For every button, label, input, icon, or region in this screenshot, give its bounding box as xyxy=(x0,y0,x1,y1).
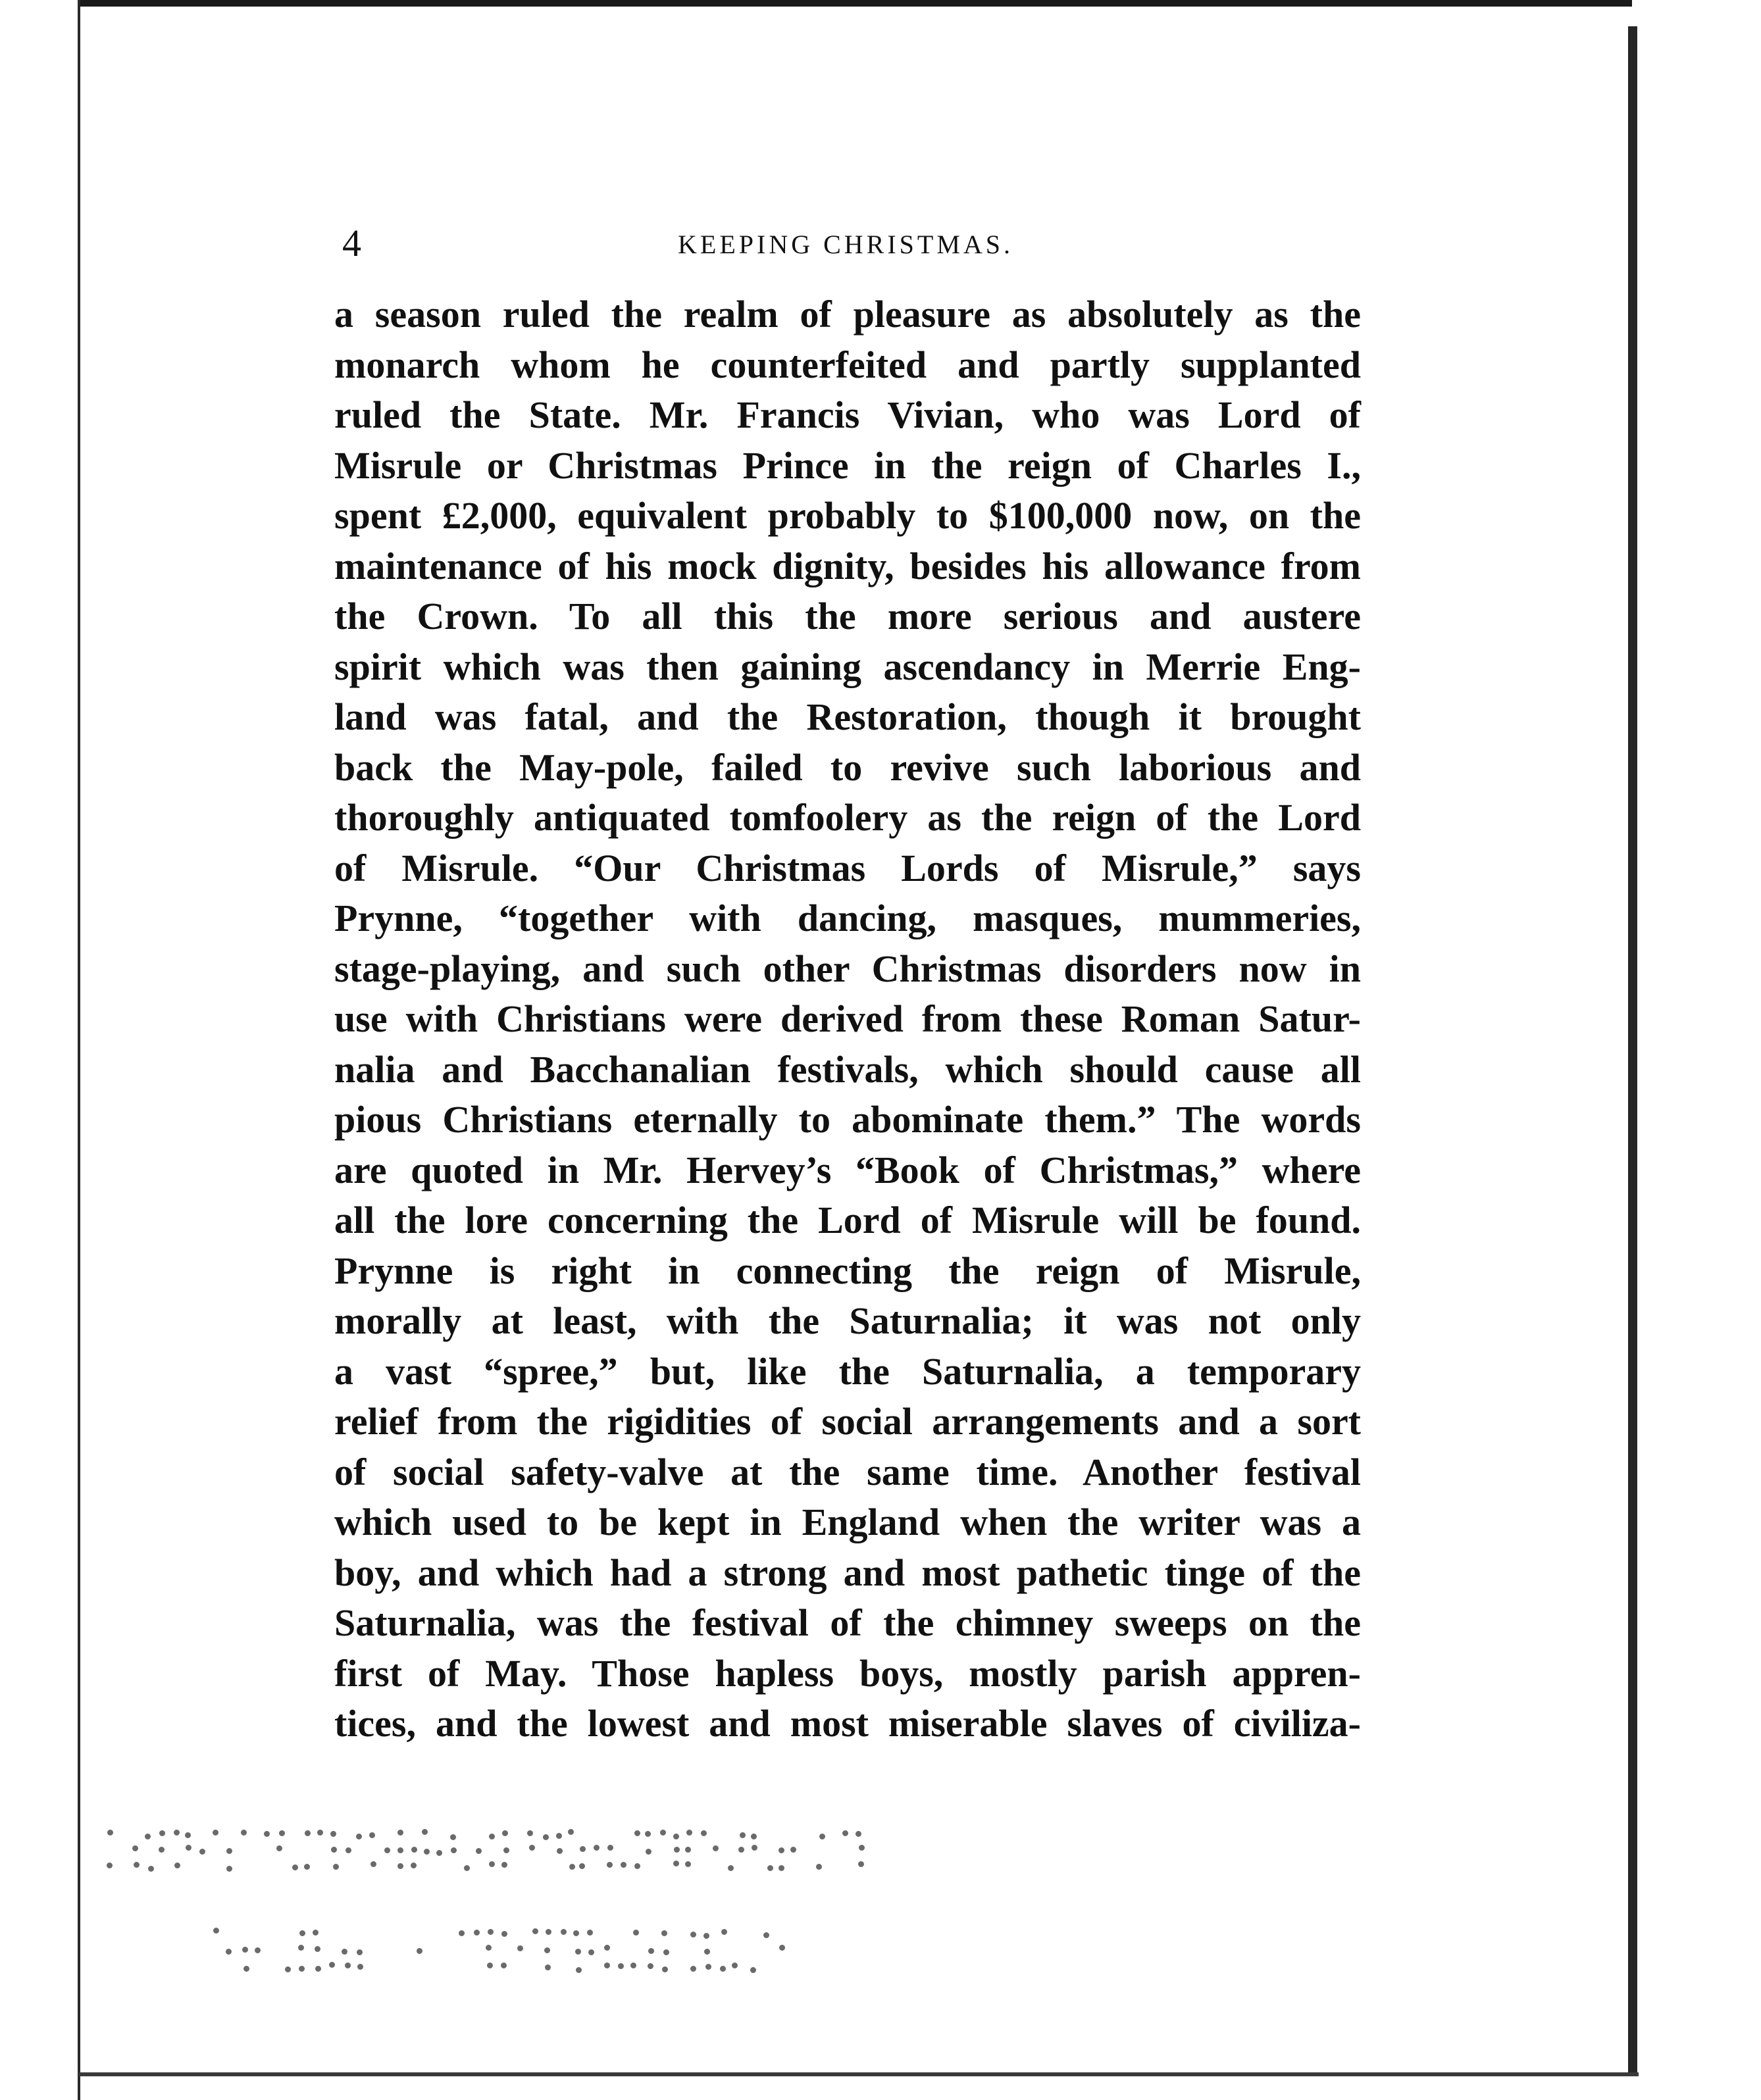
perforation-dot xyxy=(450,1834,456,1840)
text-line: spent £2,000, equivalent probably to $100,000 now, on the xyxy=(334,494,1361,537)
perforation-dot xyxy=(333,1864,339,1870)
text-line: morally at least, with the Saturnalia; it was not only xyxy=(334,1299,1361,1342)
scan-edge-right xyxy=(1628,26,1637,2072)
perforation-dot xyxy=(357,1949,363,1955)
perforation-dot xyxy=(487,1963,493,1968)
perforation-dot xyxy=(561,1929,567,1935)
page-header xyxy=(342,217,1369,270)
perforation-dot xyxy=(330,1831,336,1837)
perforation-dot xyxy=(241,1830,247,1836)
perforation-dot xyxy=(174,1830,180,1836)
perforation-dot xyxy=(855,1831,861,1837)
text-line: ruled the State. Mr. Francis Vivian, who was Lord of xyxy=(334,393,1361,436)
perforation-dot xyxy=(604,1963,610,1968)
perforation-dot xyxy=(527,1830,533,1836)
perforation-dot xyxy=(607,1845,613,1851)
perforation-dot xyxy=(305,1830,311,1836)
text-line: relief from the rigidities of social arrangements and a sort xyxy=(334,1400,1361,1443)
perforation-dot xyxy=(501,1931,507,1937)
perforation-dot xyxy=(752,1845,757,1851)
perforation-dot xyxy=(299,1930,305,1936)
perforation-dot xyxy=(186,1845,191,1851)
perforation-dot xyxy=(618,1963,624,1969)
perforation-dot xyxy=(532,1928,538,1934)
text-line: monarch whom he counterfeited and partly supplanted xyxy=(334,343,1361,386)
perforation-dot xyxy=(859,1845,865,1851)
perforation-dot xyxy=(397,1847,403,1853)
perforation-dot xyxy=(292,1864,298,1870)
text-line: pious Christians eternally to abominate them.” The words xyxy=(334,1098,1361,1141)
perforation-dot xyxy=(345,1963,351,1968)
perforation-dot xyxy=(704,1949,710,1955)
text-line: thoroughly antiquated tomfoolery as the reign of the Lord xyxy=(334,796,1361,839)
perforation-dot xyxy=(720,1966,726,1972)
perforation-dot xyxy=(674,1847,680,1853)
perforation-dot xyxy=(750,1967,756,1973)
perforation-dot xyxy=(411,1847,417,1853)
perforation-dot xyxy=(107,1830,113,1836)
perforation-dot xyxy=(502,1830,508,1836)
perforation-dot xyxy=(732,1963,738,1968)
perforation-dot xyxy=(417,1948,422,1954)
text-line: maintenance of his mock dignity, besides his allowance from xyxy=(334,544,1361,588)
perforation-dot xyxy=(501,1963,507,1968)
text-line: boy, and which had a strong and most pathetic tinge of the xyxy=(334,1551,1361,1594)
perforation-dot xyxy=(557,1848,563,1854)
perforation-dot xyxy=(529,1845,535,1851)
text-line: tices, and the lowest and most miserable slaves of civiliza- xyxy=(334,1702,1361,1745)
perforation-dot xyxy=(721,1929,727,1935)
perforation-dot xyxy=(397,1830,403,1836)
perforation-dot xyxy=(357,1964,363,1970)
perforation-dot xyxy=(701,1830,707,1836)
text-line: stage-playing, and such other Christmas disorders now in xyxy=(334,947,1361,990)
perforation-dot xyxy=(740,1832,746,1838)
perforation-dot xyxy=(686,1830,692,1836)
perforation-dot xyxy=(422,1829,428,1835)
perforation-dot xyxy=(660,1830,666,1836)
text-line: land was fatal, and the Restoration, though it brought xyxy=(334,695,1361,738)
perforation-dot xyxy=(226,1949,232,1955)
perforation-dot xyxy=(476,1848,482,1854)
text-line: back the May-pole, failed to revive such laborious and xyxy=(334,745,1361,789)
text-line: the Crown. To all this the more serious and austere xyxy=(334,595,1361,638)
perforation-dot xyxy=(148,1866,154,1872)
page-number: 4 xyxy=(342,222,361,264)
scan-edge-bottom xyxy=(79,2072,1639,2076)
scan-edge-left xyxy=(78,0,80,2100)
text-line: a season ruled the realm of pleasure as absolutely as the xyxy=(334,293,1361,336)
perforation-dot xyxy=(145,1834,151,1839)
text-line: which used to be kept in England when the writer was a xyxy=(334,1501,1361,1543)
text-line: are quoted in Mr. Hervey’s “Book of Christmas,” where xyxy=(334,1148,1361,1191)
perforation-dot xyxy=(588,1949,594,1955)
perforation-dot xyxy=(858,1861,864,1867)
perforation-dot xyxy=(107,1863,113,1868)
perforation-dot xyxy=(673,1861,679,1866)
text-line: spirit which was then gaining ascendancy in Merrie Eng- xyxy=(334,645,1361,688)
perforation-dot xyxy=(242,1947,248,1953)
perforation-dot xyxy=(503,1847,509,1853)
perforation-dot xyxy=(345,1847,351,1853)
text-line: a vast “spree,” but, like the Saturnalia, a temporary xyxy=(334,1349,1361,1393)
perforation-dot xyxy=(370,1861,376,1867)
perforation-dot xyxy=(778,1847,784,1853)
perforation-dot xyxy=(621,1862,626,1868)
text-line: all the lore concerning the Lord of Misrule will be found. xyxy=(334,1199,1361,1241)
perforation-dot xyxy=(331,1847,337,1853)
perforation-dot xyxy=(594,1845,600,1851)
perforation-dot xyxy=(728,1865,734,1871)
perforation-dot xyxy=(685,1861,691,1867)
perforation-dot xyxy=(543,1834,549,1840)
perforation-dot xyxy=(779,1945,785,1951)
text-line: Misrule or Christmas Prince in the reign of Charles I., xyxy=(334,443,1361,487)
text-line: of Misrule. “Our Christmas Lords of Misrule,” says xyxy=(334,846,1361,889)
perforation-dot xyxy=(397,1863,403,1869)
perforation-dot xyxy=(315,1946,320,1952)
perforation-dot xyxy=(451,1847,457,1853)
perforation-dot xyxy=(690,1932,696,1938)
perforation-dot xyxy=(185,1832,191,1838)
perforation-dot xyxy=(790,1847,796,1853)
perforation-dot xyxy=(264,1831,270,1837)
perforation-dot xyxy=(673,1834,679,1839)
perforation-dot xyxy=(489,1861,495,1867)
perforation-dot xyxy=(576,1967,582,1973)
perforation-dot xyxy=(501,1862,507,1868)
perforation-dot xyxy=(646,1849,651,1855)
perforation-dot xyxy=(568,1829,574,1835)
perforation-dot xyxy=(544,1947,550,1953)
perforation-dot xyxy=(285,1966,291,1972)
perforation-dot xyxy=(685,1847,691,1853)
perforation-dot xyxy=(738,1847,744,1853)
perforation-dot xyxy=(489,1834,495,1839)
perforation-dot xyxy=(159,1847,165,1853)
text-line: nalia and Bacchanalian festivals, which should cause all xyxy=(334,1047,1361,1091)
running-head: KEEPING CHRISTMAS. xyxy=(678,230,1014,259)
scan-margin-right xyxy=(1685,0,1761,2100)
perforation-dot xyxy=(556,1833,562,1839)
perforation-dot xyxy=(819,1834,825,1839)
perforation-dot xyxy=(342,1949,347,1955)
perforation-dot xyxy=(317,1830,323,1836)
perforation-dot xyxy=(607,1862,613,1868)
perforation-dot xyxy=(279,1830,285,1836)
perforation-dot xyxy=(298,1945,304,1951)
perforation-dot xyxy=(546,1929,551,1935)
perforation-dot xyxy=(304,1864,310,1870)
perforation-dot xyxy=(213,1928,219,1934)
text-line: Prynne is right in connecting the reign of Misrule, xyxy=(334,1249,1361,1292)
perforation-dot xyxy=(276,1845,282,1851)
perforation-dot xyxy=(464,1865,470,1871)
perforation-dot xyxy=(226,1866,232,1872)
perforation-dot xyxy=(486,1945,492,1951)
perforation-dot xyxy=(580,1846,586,1852)
perforation-dot xyxy=(713,1845,719,1851)
perforation-dot xyxy=(662,1966,668,1972)
perforation-dot xyxy=(226,1848,232,1854)
perforation-dot xyxy=(313,1930,319,1936)
perforated-stamp xyxy=(99,1829,902,2026)
perforation-dot xyxy=(648,1948,654,1954)
perforation-dot xyxy=(751,1834,757,1839)
perforation-dot xyxy=(690,1966,696,1972)
perforation-dot xyxy=(299,1966,305,1972)
perforation-dot xyxy=(587,1930,593,1936)
perforation-dot xyxy=(474,1930,480,1936)
perforation-dot xyxy=(573,1930,579,1936)
perforation-dot xyxy=(243,1966,249,1972)
perforation-dot xyxy=(663,1949,669,1955)
perforation-dot xyxy=(842,1830,848,1836)
perforation-dot xyxy=(634,1830,640,1836)
body-text xyxy=(334,289,1361,1749)
perforation-dot xyxy=(329,1962,335,1968)
perforation-dot xyxy=(645,1831,651,1837)
perforation-dot xyxy=(705,1964,711,1970)
perforation-dot xyxy=(661,1930,667,1936)
perforation-dot xyxy=(488,1929,494,1935)
perforation-dot xyxy=(569,1864,575,1870)
text-line: first of May. Those hapless boys, mostly parish appren- xyxy=(334,1651,1361,1695)
text-line: Saturnalia, was the festival of the chimney sweeps on the xyxy=(334,1601,1361,1644)
perforation-dot xyxy=(763,1932,769,1938)
perforation-dot xyxy=(633,1930,639,1936)
perforation-dot xyxy=(634,1863,640,1869)
perforation-dot xyxy=(816,1864,822,1870)
perforation-dot xyxy=(255,1947,261,1953)
perforation-dot xyxy=(132,1845,138,1851)
text-line: Prynne, “together with dancing, masques, mummeries, xyxy=(334,897,1361,939)
perforation-dot xyxy=(356,1834,362,1839)
perforation-dot xyxy=(767,1865,773,1871)
text-line: of social safety-valve at the same time. Another festival xyxy=(334,1450,1361,1493)
perforation-dot xyxy=(575,1949,581,1955)
perforation-dot xyxy=(545,1964,551,1970)
perforation-dot xyxy=(579,1863,585,1869)
perforation-dot xyxy=(159,1830,165,1836)
perforation-dot xyxy=(315,1966,321,1972)
perforation-dot xyxy=(134,1862,140,1868)
perforation-dot xyxy=(778,1865,784,1871)
perforation-dot xyxy=(424,1849,430,1855)
text-line: use with Christians were derived from these Roman Satur- xyxy=(334,997,1361,1040)
perforation-dot xyxy=(174,1863,180,1868)
scan-edge-top xyxy=(79,0,1632,7)
perforation-dot xyxy=(199,1849,205,1855)
perforation-dot xyxy=(703,1933,709,1939)
perforation-dot xyxy=(630,1963,636,1968)
perforation-dot xyxy=(384,1847,390,1853)
perforation-dot xyxy=(411,1863,417,1868)
perforation-dot xyxy=(604,1945,610,1951)
perforation-dot xyxy=(213,1830,218,1836)
perforation-dot xyxy=(648,1963,653,1969)
perforation-dot xyxy=(459,1930,465,1936)
perforation-dot xyxy=(517,1945,523,1951)
perforation-dot xyxy=(436,1850,442,1856)
perforation-dot xyxy=(369,1832,375,1838)
